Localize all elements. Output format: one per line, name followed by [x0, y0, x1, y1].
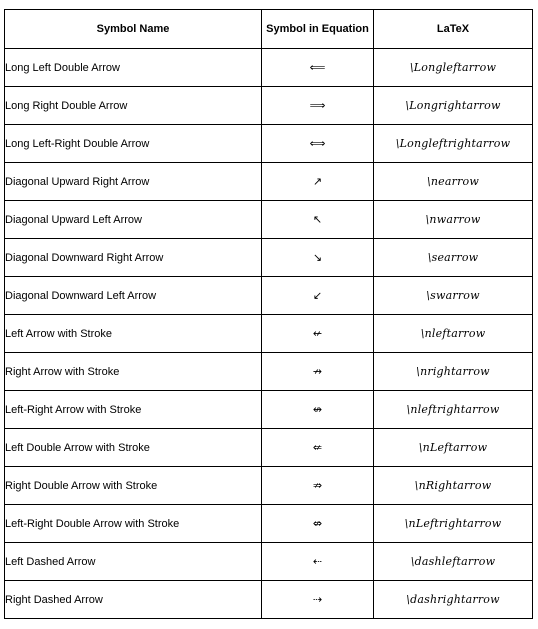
- table-row: [5, 239, 533, 277]
- latex-command-cell: \Longrightarrow: [374, 87, 533, 125]
- symbol-glyph-cell: ⇍: [262, 429, 374, 467]
- table-row: [5, 391, 533, 429]
- symbol-glyph-cell: ⟹: [262, 87, 374, 125]
- table-row: [5, 505, 533, 543]
- table-body: [5, 49, 533, 619]
- symbol-glyph-cell: ⇎: [262, 505, 374, 543]
- symbol-glyph-cell: ↖: [262, 201, 374, 239]
- symbol-name-cell: Left-Right Double Arrow with Stroke: [5, 505, 262, 543]
- symbol-name-cell: Left-Right Arrow with Stroke: [5, 391, 262, 429]
- table-row: [5, 467, 533, 505]
- table-row: [5, 543, 533, 581]
- latex-command-cell: \nLeftarrow: [374, 429, 533, 467]
- symbol-name-cell: Left Arrow with Stroke: [5, 315, 262, 353]
- latex-command-cell: \nleftarrow: [374, 315, 533, 353]
- symbol-glyph-cell: ⇏: [262, 467, 374, 505]
- symbol-glyph-cell: ↛: [262, 353, 374, 391]
- latex-command-cell: \nearrow: [374, 163, 533, 201]
- table-row: [5, 315, 533, 353]
- header-row: [5, 10, 533, 49]
- table-row: [5, 429, 533, 467]
- symbol-glyph-cell: ↮: [262, 391, 374, 429]
- symbol-name-cell: Left Dashed Arrow: [5, 543, 262, 581]
- latex-command-cell: \nRightarrow: [374, 467, 533, 505]
- latex-command-cell: \swarrow: [374, 277, 533, 315]
- symbol-glyph-cell: ↙: [262, 277, 374, 315]
- symbol-glyph-cell: ↘: [262, 239, 374, 277]
- table-row: [5, 201, 533, 239]
- symbol-name-cell: Long Right Double Arrow: [5, 87, 262, 125]
- symbol-name-cell: Diagonal Upward Left Arrow: [5, 201, 262, 239]
- symbol-name-cell: Right Dashed Arrow: [5, 581, 262, 619]
- symbol-name-cell: Diagonal Downward Right Arrow: [5, 239, 262, 277]
- symbol-name-cell: Diagonal Upward Right Arrow: [5, 163, 262, 201]
- table-row: [5, 49, 533, 87]
- table-row: [5, 125, 533, 163]
- symbol-name-cell: Diagonal Downward Left Arrow: [5, 277, 262, 315]
- symbol-name-cell: Right Double Arrow with Stroke: [5, 467, 262, 505]
- latex-command-cell: \nLeftrightarrow: [374, 505, 533, 543]
- symbol-glyph-cell: ↗: [262, 163, 374, 201]
- symbol-name-cell: Right Arrow with Stroke: [5, 353, 262, 391]
- latex-command-cell: \searrow: [374, 239, 533, 277]
- table-row: [5, 277, 533, 315]
- header-symbol-name: Symbol Name: [5, 10, 262, 49]
- table-row: [5, 581, 533, 619]
- symbol-glyph-cell: ⇠: [262, 543, 374, 581]
- symbol-name-cell: Long Left Double Arrow: [5, 49, 262, 87]
- symbol-table: [4, 9, 533, 619]
- symbol-glyph-cell: ⇢: [262, 581, 374, 619]
- latex-command-cell: \dashrightarrow: [374, 581, 533, 619]
- latex-command-cell: \Longleftarrow: [374, 49, 533, 87]
- table-row: [5, 163, 533, 201]
- symbol-name-cell: Left Double Arrow with Stroke: [5, 429, 262, 467]
- header-symbol-in-equation: Symbol in Equation: [262, 10, 374, 49]
- latex-command-cell: \dashleftarrow: [374, 543, 533, 581]
- symbol-glyph-cell: ⟸: [262, 49, 374, 87]
- symbol-glyph-cell: ⟺: [262, 125, 374, 163]
- table-row: [5, 353, 533, 391]
- symbol-name-cell: Long Left-Right Double Arrow: [5, 125, 262, 163]
- latex-command-cell: \Longleftrightarrow: [374, 125, 533, 163]
- latex-command-cell: \nwarrow: [374, 201, 533, 239]
- table-header: [5, 10, 533, 49]
- latex-command-cell: \nrightarrow: [374, 353, 533, 391]
- header-latex: LaTeX: [374, 10, 533, 49]
- symbol-glyph-cell: ↚: [262, 315, 374, 353]
- table-row: [5, 87, 533, 125]
- latex-command-cell: \nleftrightarrow: [374, 391, 533, 429]
